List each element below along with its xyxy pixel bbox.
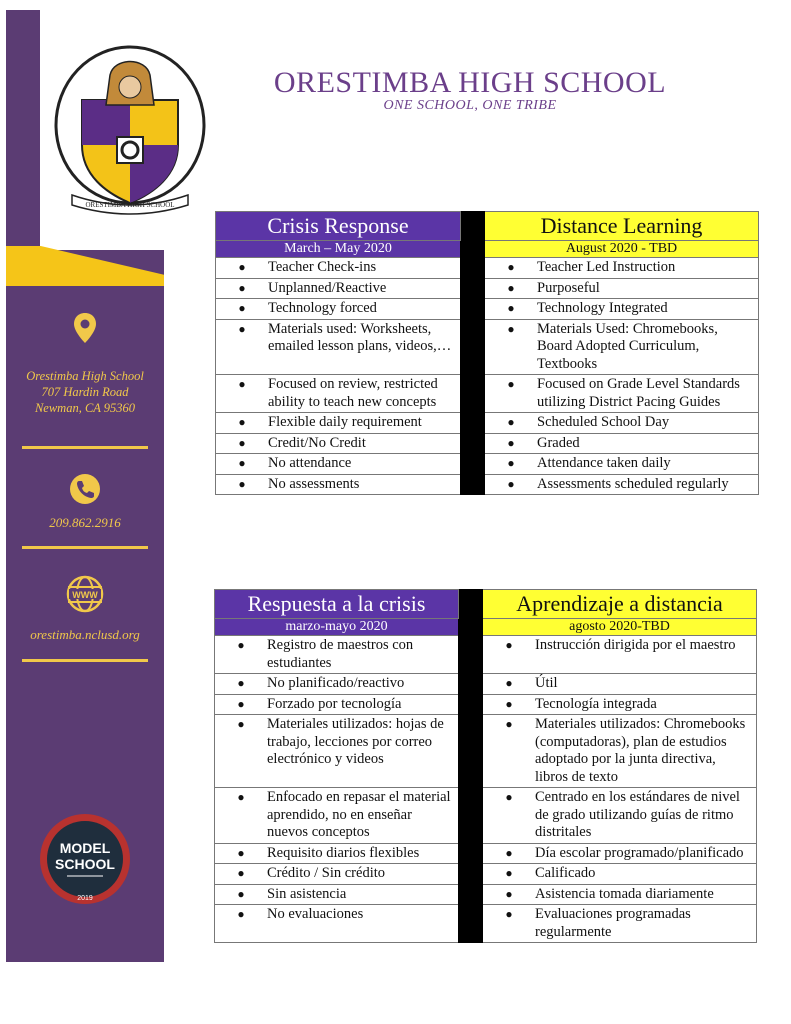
globe-icon: [6, 575, 164, 613]
bullet-icon: ●: [505, 717, 513, 731]
list-item: Forzado por tecnología: [267, 695, 402, 712]
table-row: [216, 278, 759, 299]
list-item: Centrado en los estándares de nivel de grado utilizando guías de ritmo distritales: [535, 789, 740, 840]
list-item: Requisito diarios flexibles: [267, 844, 420, 861]
table-row: [216, 375, 759, 413]
table-row: [215, 843, 757, 864]
list-item: Teacher Check-ins: [268, 259, 377, 275]
list-item: Attendance taken daily: [537, 455, 671, 471]
bullet-icon: ●: [505, 696, 513, 711]
list-item: No assessments: [268, 475, 360, 492]
list-item: Materiales utilizados: hojas de trabajo, lecciones por correo electrónico y videos: [267, 716, 444, 767]
school-name: ORESTIMBA HIGH SCHOOL: [273, 66, 667, 99]
right-cell: [483, 674, 757, 695]
list-item: No evaluaciones: [267, 906, 364, 922]
list-item: Scheduled School Day: [537, 414, 670, 430]
bullet-icon: ●: [505, 676, 513, 690]
bullet-icon: ●: [238, 301, 246, 315]
table-row: [215, 715, 757, 788]
table-row: [215, 905, 757, 943]
school-motto: ONE SCHOOL, ONE TRIBE: [383, 98, 557, 113]
web-icon-label: WWW: [72, 590, 98, 600]
left-cell: [215, 694, 459, 715]
english-comparison-table: [215, 211, 759, 495]
list-item: Technology forced: [268, 300, 377, 316]
left-cell: [216, 375, 461, 413]
badge-line-1: MODEL: [59, 840, 111, 856]
left-cell: [215, 715, 459, 788]
column-divider: [459, 590, 483, 943]
list-item: Assessments scheduled regularly: [537, 475, 729, 492]
bullet-icon: ●: [505, 790, 513, 804]
crisis-response-dates: March – May 2020: [216, 241, 461, 258]
table-row: [215, 788, 757, 844]
address-line: Orestimba High School: [26, 369, 144, 383]
phone-icon: [6, 473, 164, 505]
respuesta-crisis-dates: marzo-mayo 2020: [215, 619, 459, 636]
table-row: [215, 694, 757, 715]
school-address: [6, 368, 164, 416]
left-cell: [215, 884, 459, 905]
right-cell: [485, 299, 759, 320]
table-row: [215, 636, 757, 674]
list-item: Teacher Led Instruction: [537, 259, 676, 275]
bullet-icon: ●: [507, 301, 515, 315]
bullet-icon: ●: [505, 886, 513, 901]
list-item: Focused on Grade Level Standards utilizing District Pacing Guides: [537, 376, 740, 410]
left-cell: [216, 413, 461, 434]
right-cell: [485, 319, 759, 375]
right-cell: [485, 474, 759, 495]
bullet-icon: ●: [507, 280, 515, 295]
list-item: Útil: [535, 675, 558, 691]
bullet-icon: ●: [507, 260, 515, 274]
crisis-response-title: Crisis Response: [216, 212, 461, 241]
bullet-icon: ●: [507, 377, 515, 391]
address-line: 707 Hardin Road: [41, 385, 129, 399]
divider: [22, 659, 148, 662]
list-item: Evaluaciones programadas regularmente: [535, 906, 691, 940]
bullet-icon: ●: [238, 377, 246, 391]
table-row: [216, 433, 759, 454]
school-crest: [54, 45, 206, 215]
right-cell: [485, 433, 759, 454]
left-cell: [215, 636, 459, 674]
right-cell: [485, 454, 759, 475]
right-cell: [485, 278, 759, 299]
bullet-icon: ●: [238, 415, 246, 429]
bullet-icon: ●: [237, 866, 245, 880]
left-cell: [215, 905, 459, 943]
list-item: Technology Integrated: [537, 300, 668, 316]
bullet-icon: ●: [507, 415, 515, 429]
left-cell: [216, 454, 461, 475]
left-cell: [216, 278, 461, 299]
table-row: [216, 319, 759, 375]
right-cell: [485, 413, 759, 434]
list-item: Calificado: [535, 865, 596, 881]
bullet-icon: ●: [237, 638, 245, 652]
left-cell: [216, 433, 461, 454]
right-cell: [483, 694, 757, 715]
table-row: [216, 413, 759, 434]
table-row: [215, 884, 757, 905]
bullet-icon: ●: [237, 886, 245, 901]
list-item: Instrucción dirigida por el maestro: [535, 637, 736, 653]
crest-banner-text: ORESTIMBA HIGH SCHOOL: [85, 201, 175, 209]
table-row: [216, 454, 759, 475]
list-item: Asistencia tomada diariamente: [535, 885, 714, 902]
bullet-icon: ●: [507, 435, 515, 450]
bullet-icon: ●: [237, 845, 245, 860]
table-row: [216, 258, 759, 279]
distance-learning-title: Distance Learning: [485, 212, 759, 241]
right-cell: [483, 884, 757, 905]
right-cell: [483, 905, 757, 943]
website-link[interactable]: orestimba.nclusd.org: [30, 627, 140, 642]
badge-line-2: SCHOOL: [55, 856, 115, 872]
left-cell: [215, 843, 459, 864]
sidebar-gold-band: [6, 246, 164, 286]
list-item: Enfocado en repasar el material aprendido, no en enseñar nuevos conceptos: [267, 789, 451, 840]
bullet-icon: ●: [238, 260, 246, 274]
divider: [22, 446, 148, 449]
right-cell: [485, 258, 759, 279]
aprendizaje-distancia-dates: agosto 2020-TBD: [483, 619, 757, 636]
divider: [22, 546, 148, 549]
left-cell: [216, 258, 461, 279]
bullet-icon: ●: [237, 717, 245, 731]
bullet-icon: ●: [505, 638, 513, 652]
bullet-icon: ●: [237, 790, 245, 804]
list-item: Purposeful: [537, 279, 600, 296]
list-item: Materiales utilizados: Chromebooks (computadoras), plan de estudios adoptado por la junta directiva, libros de texto: [535, 716, 746, 785]
bullet-icon: ●: [238, 435, 246, 450]
badge-year: 2019: [77, 895, 93, 902]
list-item: Registro de maestros con estudiantes: [267, 637, 414, 671]
model-school-badge: [6, 813, 164, 905]
list-item: Crédito / Sin crédito: [267, 865, 385, 881]
left-cell: [216, 319, 461, 375]
list-item: Día escolar programado/planificado: [535, 844, 744, 861]
right-cell: [483, 715, 757, 788]
bullet-icon: ●: [507, 456, 515, 470]
right-cell: [483, 788, 757, 844]
list-item: Unplanned/Reactive: [268, 279, 387, 296]
table-row: [216, 474, 759, 495]
bullet-icon: ●: [238, 280, 246, 295]
left-cell: [215, 788, 459, 844]
bullet-icon: ●: [237, 676, 245, 690]
bullet-icon: ●: [505, 866, 513, 880]
list-item: Materials used: Worksheets, emailed lesson plans, videos,…: [268, 320, 452, 354]
location-pin-icon: [6, 312, 164, 344]
list-item: Credit/No Credit: [268, 434, 366, 451]
list-item: No attendance: [268, 455, 352, 471]
left-cell: [216, 474, 461, 495]
right-cell: [483, 636, 757, 674]
list-item: Tecnología integrada: [535, 695, 657, 712]
bullet-icon: ●: [507, 476, 515, 491]
bullet-icon: ●: [507, 321, 515, 336]
address-line: Newman, CA 95360: [34, 401, 136, 415]
list-item: Materials Used: Chromebooks, Board Adopted Curriculum, Textbooks: [537, 320, 718, 372]
bullet-icon: ●: [237, 696, 245, 711]
bullet-icon: ●: [505, 907, 513, 921]
respuesta-crisis-title: Respuesta a la crisis: [215, 590, 459, 619]
bullet-icon: ●: [238, 476, 246, 491]
phone-number[interactable]: 209.862.2916: [49, 515, 121, 530]
list-item: Sin asistencia: [267, 885, 347, 902]
column-divider: [461, 212, 485, 495]
list-item: No planificado/reactivo: [267, 675, 405, 691]
left-cell: [215, 674, 459, 695]
distance-learning-dates: August 2020 - TBD: [485, 241, 759, 258]
list-item: Focused on review, restricted ability to teach new concepts: [268, 376, 438, 410]
bullet-icon: ●: [505, 845, 513, 860]
right-cell: [483, 843, 757, 864]
left-cell: [216, 299, 461, 320]
table-row: [215, 864, 757, 885]
aprendizaje-distancia-title: Aprendizaje a distancia: [483, 590, 757, 619]
table-row: [215, 674, 757, 695]
left-cell: [215, 864, 459, 885]
table-row: [216, 299, 759, 320]
bullet-icon: ●: [238, 321, 246, 336]
right-cell: [485, 375, 759, 413]
right-cell: [483, 864, 757, 885]
list-item: Flexible daily requirement: [268, 414, 422, 430]
list-item: Graded: [537, 434, 580, 451]
bullet-icon: ●: [237, 907, 245, 921]
spanish-comparison-table: [214, 589, 757, 943]
bullet-icon: ●: [238, 456, 246, 470]
